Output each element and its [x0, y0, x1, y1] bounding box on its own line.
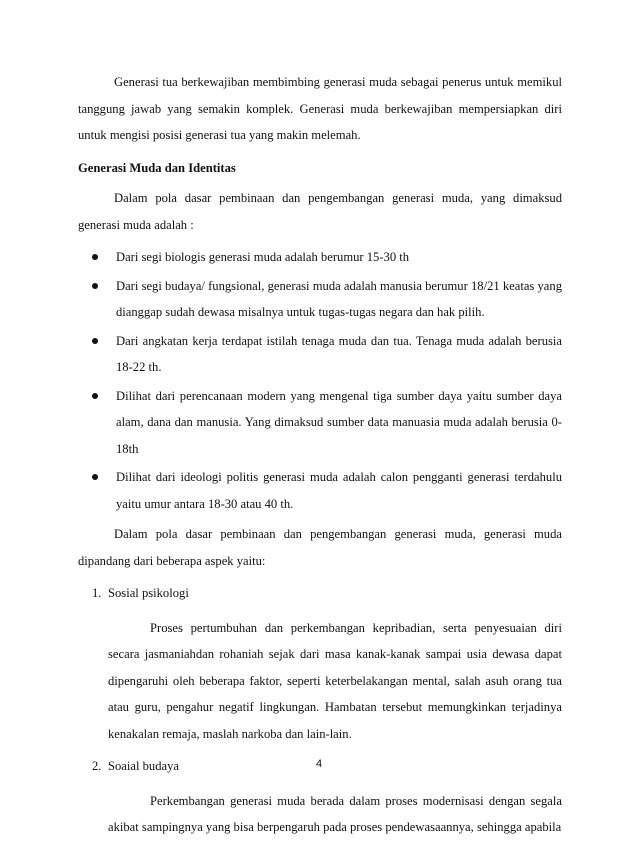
aspect-body: Proses pertumbuhan dan perkembangan kepribadian, serta penyesuaian diri secara jasmaniahdan rohaniah sejak dari masa kanak-kanak sampai usia dewasa dapat dipengaruhi oleh beberapa faktor, seperti keterbelakangan mental, salah asuh orang tua atau guru, pengahur negatif lingkungan. Hambatan tersebut memungkinkan terjadinya kenakalan remaja, maslah narkoba dan lain-lain.	[108, 620, 562, 741]
aspect-title: Soaial budaya	[108, 759, 179, 773]
aspects-list	[78, 580, 562, 841]
bullet-icon	[92, 474, 98, 480]
bullet-icon	[92, 338, 98, 344]
list-item: Dari angkatan kerja terdapat istilah tenaga muda dan tua. Tenaga muda adalah berusia 18-22 th.	[78, 328, 562, 381]
aspect-item	[78, 580, 562, 747]
list-item: Dari segi budaya/ fungsional, generasi muda adalah manusia berumur 18/21 keatas yang dianggap sudah dewasa misalnya untuk tugas-tugas negara dan hak pilih.	[78, 273, 562, 326]
aspect-title: Sosial psikologi	[108, 586, 189, 600]
aspect-body: Perkembangan generasi muda berada dalam proses modernisasi dengan segala akibat sampingnya yang bisa berpengaruh pada proses pendewasaannya, sehingga apabila	[108, 793, 562, 834]
section-heading: Generasi Muda dan Identitas	[78, 160, 236, 175]
definition-paragraph: Dalam pola dasar pembinaan dan pengembangan generasi muda, yang dimaksud generasi muda adalah :	[78, 191, 562, 232]
definition-list	[78, 244, 562, 517]
intro-paragraph: Generasi tua berkewajiban membimbing generasi muda sebagai penerus untuk memikul tanggung jawab yang semakin komplek. Generasi muda berkewajiban mempersiapkan diri untuk mengisi posisi generasi tua yang makin melemah.	[78, 75, 562, 142]
page-number: 4	[315, 758, 323, 770]
page-content	[78, 69, 562, 847]
bullet-icon	[92, 283, 98, 289]
bullet-icon	[92, 254, 98, 260]
aspects-paragraph: Dalam pola dasar pembinaan dan pengembangan generasi muda, generasi muda dipandang dari beberapa aspek yaitu:	[78, 527, 562, 568]
bullet-icon	[92, 393, 98, 399]
list-item: Dilihat dari ideologi politis generasi muda adalah calon pengganti generasi terdahulu yaitu umur antara 18-30 atau 40 th.	[78, 464, 562, 517]
aspect-number: 1.	[92, 586, 102, 600]
list-item: Dilihat dari perencanaan modern yang mengenal tiga sumber daya yaitu sumber daya alam, dana dan manusia. Yang dimaksud sumber data manuasia muda adalah berusia 0-18th	[78, 383, 562, 463]
list-item: Dari segi biologis generasi muda adalah berumur 15-30 th	[78, 244, 562, 271]
aspect-number: 2.	[92, 759, 102, 773]
